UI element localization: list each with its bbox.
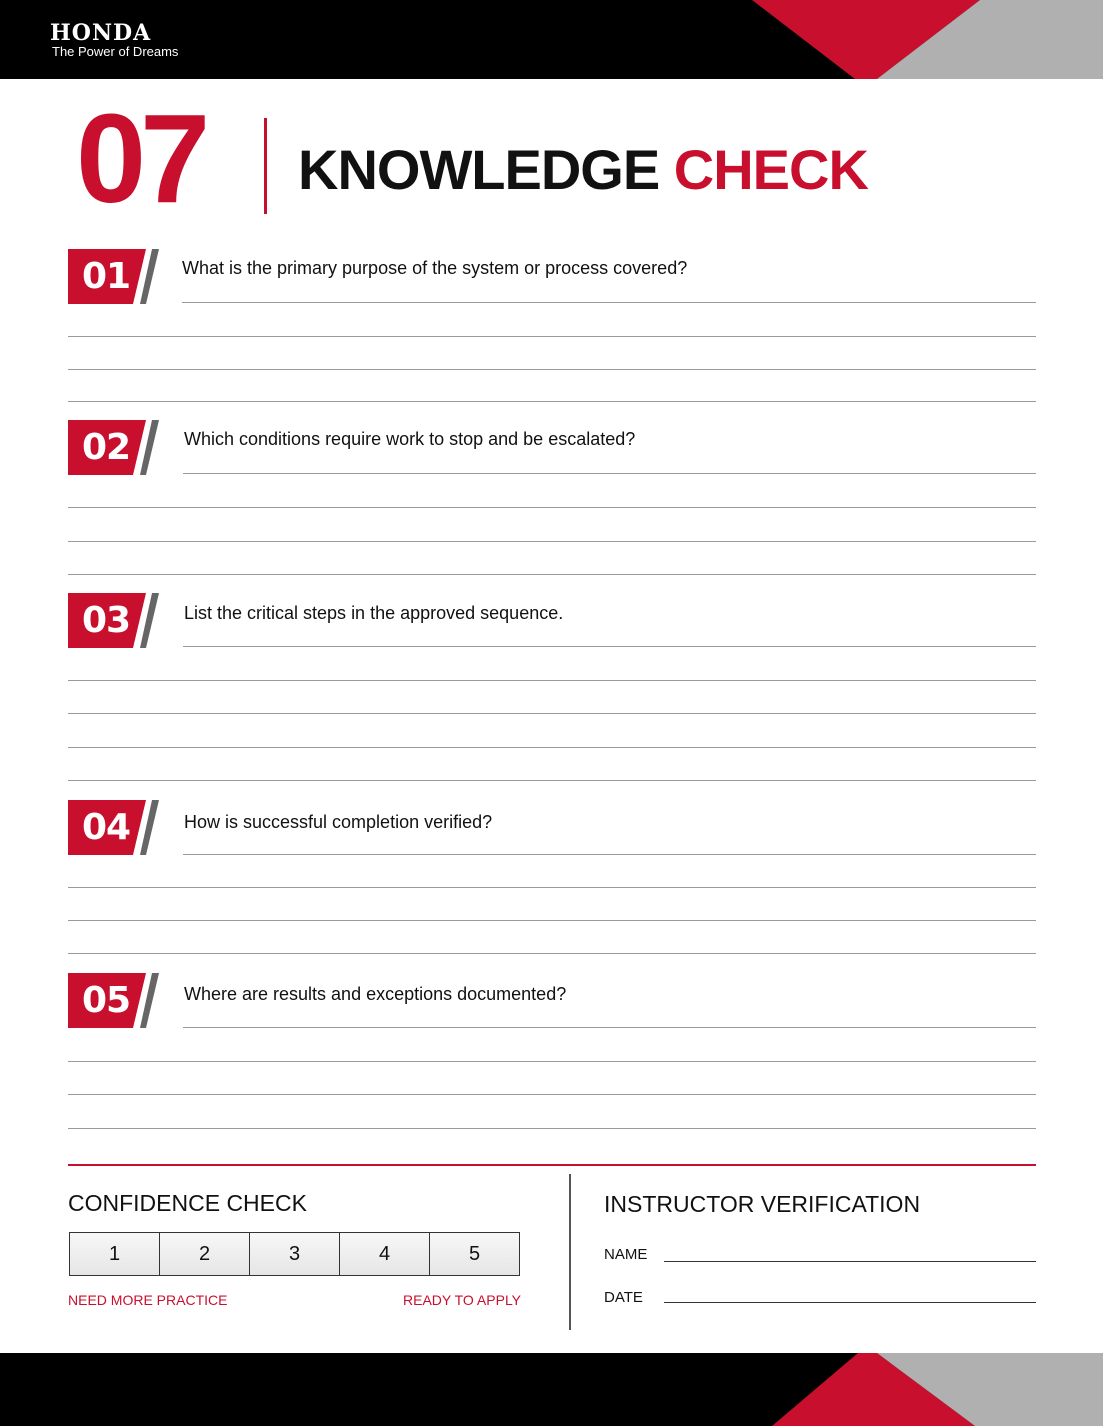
question-badge-03 [68, 593, 160, 648]
answer-line[interactable] [68, 780, 1036, 781]
question-badge-04 [68, 800, 160, 855]
question-number: 03 [82, 600, 131, 641]
confidence-scale [69, 1232, 520, 1276]
question-number: 04 [82, 807, 131, 848]
answer-line[interactable] [68, 680, 1036, 681]
header-decoration [0, 0, 1103, 79]
answer-line[interactable] [68, 1094, 1036, 1095]
title-word-knowledge: KNOWLEDGE [298, 138, 660, 201]
date-label: DATE [604, 1289, 643, 1306]
answer-line[interactable] [183, 646, 1036, 647]
question-badge-01 [68, 249, 160, 304]
answer-line[interactable] [68, 574, 1036, 575]
date-field[interactable] [664, 1302, 1036, 1303]
answer-line[interactable] [183, 473, 1036, 474]
answer-line[interactable] [182, 302, 1036, 303]
scale-option-2[interactable]: 2 [160, 1233, 250, 1275]
scale-option-5[interactable]: 5 [430, 1233, 519, 1275]
answer-line[interactable] [68, 336, 1036, 337]
question-text-01: What is the primary purpose of the system or process covered? [182, 258, 688, 278]
header-band [0, 0, 1103, 79]
question-number: 01 [82, 256, 131, 297]
answer-line[interactable] [183, 854, 1036, 855]
answer-line[interactable] [68, 920, 1036, 921]
name-field[interactable] [664, 1261, 1036, 1262]
logo-tagline: The Power of Dreams [52, 44, 179, 59]
question-number: 02 [82, 427, 131, 468]
answer-line[interactable] [68, 401, 1036, 402]
title-divider [264, 118, 267, 214]
name-label: NAME [604, 1246, 648, 1263]
question-text-04: How is successful completion verified? [184, 812, 493, 832]
answer-line[interactable] [68, 1061, 1036, 1062]
question-badge-02 [68, 420, 160, 475]
column-divider [569, 1174, 571, 1330]
answer-line[interactable] [68, 1128, 1036, 1129]
title-word-check: CHECK [673, 138, 868, 201]
section-number: 07 [76, 88, 205, 229]
footer-decoration [0, 1353, 1103, 1426]
instructor-verification-title: INSTRUCTOR VERIFICATION [604, 1191, 921, 1217]
answer-line[interactable] [68, 507, 1036, 508]
question-badge-05 [68, 973, 160, 1028]
confidence-check-title: CONFIDENCE CHECK [68, 1190, 307, 1216]
page-title [298, 138, 868, 201]
section-divider [68, 1164, 1036, 1166]
question-number: 05 [82, 980, 131, 1021]
footer-band [0, 1353, 1103, 1426]
honda-logo: HONDA [50, 20, 152, 46]
scale-low-label: NEED MORE PRACTICE [68, 1292, 228, 1308]
scale-high-label: READY TO APPLY [403, 1292, 522, 1308]
answer-line[interactable] [68, 541, 1036, 542]
answer-line[interactable] [68, 953, 1036, 954]
answer-line[interactable] [68, 713, 1036, 714]
answer-line[interactable] [68, 369, 1036, 370]
scale-option-1[interactable]: 1 [70, 1233, 160, 1275]
scale-option-4[interactable]: 4 [340, 1233, 430, 1275]
answer-line[interactable] [68, 747, 1036, 748]
scale-option-3[interactable]: 3 [250, 1233, 340, 1275]
question-text-05: Where are results and exceptions documented? [184, 984, 567, 1004]
question-text-02: Which conditions require work to stop and be escalated? [184, 429, 636, 449]
answer-line[interactable] [68, 887, 1036, 888]
question-text-03: List the critical steps in the approved sequence. [184, 603, 564, 623]
answer-line[interactable] [183, 1027, 1036, 1028]
